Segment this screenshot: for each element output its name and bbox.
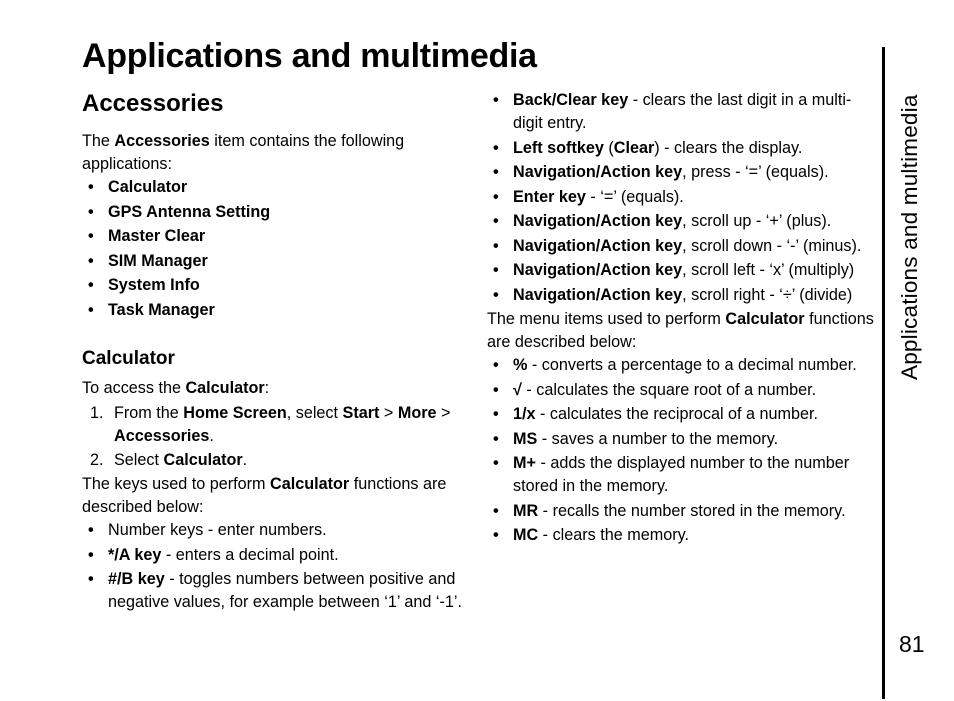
list-item: • MS - saves a number to the memory. (487, 428, 879, 451)
list-item: • */A key - enters a decimal point. (82, 544, 472, 567)
list-item: • Task Manager (82, 299, 472, 322)
list-item: • MC - clears the memory. (487, 524, 879, 547)
list-item: • Navigation/Action key, scroll down - ‘-’ (minus). (487, 235, 879, 258)
page-number: 81 (899, 631, 925, 657)
accessories-intro: The Accessories item contains the following applications: (82, 132, 405, 173)
list-item: • Master Clear (82, 225, 472, 248)
accessories-list (82, 176, 472, 322)
side-divider (882, 47, 885, 699)
calculator-access-text: To access the Calculator: (82, 379, 270, 397)
calculator-steps (82, 402, 472, 472)
list-item: • System Info (82, 274, 472, 297)
right-column (487, 89, 879, 549)
page-title: Applications and multimedia (82, 37, 537, 75)
step-number: 1. (90, 404, 104, 422)
list-item: • #/B key - toggles numbers between positive and negative values, for example between ‘1’ and ‘-1’. (82, 568, 472, 614)
list-item: • Back/Clear key - clears the last digit in a multi-digit entry. (487, 89, 879, 135)
step-item: 1. From the Home Screen, select Start > More > Accessories. (90, 404, 451, 445)
step-number: 2. (90, 451, 104, 469)
list-item: • Calculator (82, 176, 472, 199)
list-item: • Navigation/Action key, scroll up - ‘+’ (plus). (487, 210, 879, 233)
list-item: • Number keys - enter numbers. (82, 519, 472, 542)
left-column (82, 89, 472, 616)
keys-list-left (82, 519, 472, 614)
keys-list-right (487, 89, 879, 307)
list-item: • Navigation/Action key, press - ‘=’ (equals). (487, 161, 879, 184)
list-item: • GPS Antenna Setting (82, 201, 472, 224)
list-item: • Navigation/Action key, scroll right - ‘÷’ (divide) (487, 284, 879, 307)
list-item: • M+ - adds the displayed number to the number stored in the memory. (487, 452, 879, 498)
side-chapter-title: Applications and multimedia (897, 94, 922, 380)
accessories-heading: Accessories (82, 90, 224, 117)
list-item: • √ - calculates the square root of a number. (487, 379, 879, 402)
list-item: • 1/x - calculates the reciprocal of a number. (487, 403, 879, 426)
menu-intro: The menu items used to perform Calculator functions are described below: (487, 310, 874, 351)
list-item: • Navigation/Action key, scroll left - ‘x’ (multiply) (487, 259, 879, 282)
list-item: • Left softkey (Clear) - clears the display. (487, 137, 879, 160)
menu-items-list (487, 354, 879, 547)
calculator-heading: Calculator (82, 348, 175, 369)
list-item: • Enter key - ‘=’ (equals). (487, 186, 879, 209)
list-item: • MR - recalls the number stored in the memory. (487, 500, 879, 523)
keys-intro: The keys used to perform Calculator functions are described below: (82, 475, 447, 516)
list-item: • SIM Manager (82, 250, 472, 273)
step-item: 2. Select Calculator. (82, 449, 472, 472)
list-item: • % - converts a percentage to a decimal number. (487, 354, 879, 377)
